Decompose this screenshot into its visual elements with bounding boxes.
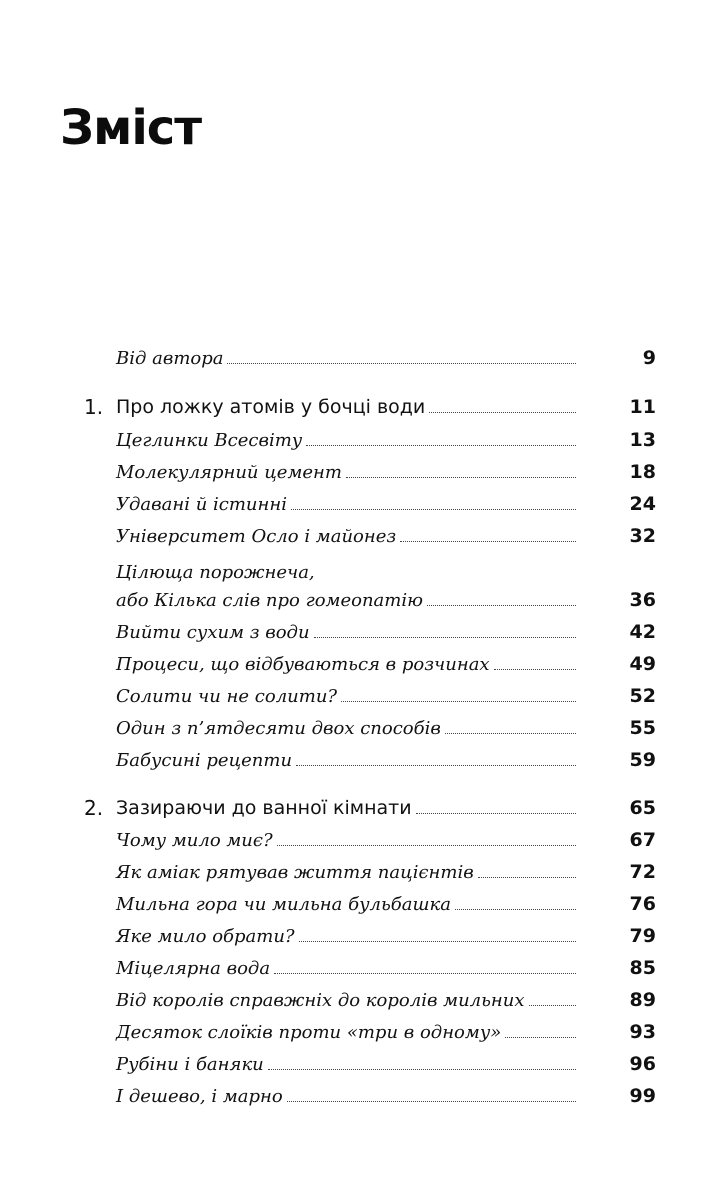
page-number: 72 xyxy=(629,861,656,883)
entry-line xyxy=(116,720,576,738)
toc-section xyxy=(0,946,712,978)
entry-line xyxy=(116,1056,576,1074)
dot-leader xyxy=(455,909,576,910)
entry-title xyxy=(116,799,576,818)
entry-line xyxy=(116,992,576,1010)
entry-text: Удавані й істинні xyxy=(116,494,287,515)
entry-title xyxy=(116,398,576,417)
page-number: 99 xyxy=(629,1085,656,1107)
entry-title xyxy=(116,752,576,770)
entry-title xyxy=(116,992,576,1010)
entry-text: Від королів справжніх до королів мильних xyxy=(116,990,525,1011)
entry-text: Бабусині рецепти xyxy=(116,750,293,771)
dot-leader xyxy=(494,669,576,670)
page-number: 96 xyxy=(629,1053,656,1075)
page-number: 42 xyxy=(629,621,656,643)
entry-line xyxy=(116,564,576,582)
entry-line xyxy=(116,464,576,482)
toc-section xyxy=(0,674,712,706)
page-number: 65 xyxy=(629,797,656,819)
dot-leader xyxy=(227,363,576,364)
entry-line xyxy=(116,928,576,946)
dot-leader xyxy=(445,733,576,734)
dot-leader xyxy=(346,477,576,478)
toc-section xyxy=(0,1010,712,1042)
toc-section xyxy=(0,1042,712,1074)
dot-leader xyxy=(478,877,576,878)
entry-line xyxy=(116,799,576,818)
page-number: 13 xyxy=(629,429,656,451)
toc-section xyxy=(0,1074,712,1106)
entry-text: Цеглинки Всесвіту xyxy=(116,430,303,451)
dot-leader xyxy=(314,637,576,638)
toc-section xyxy=(0,482,712,514)
entry-line xyxy=(116,896,576,914)
page-number: 79 xyxy=(629,925,656,947)
toc-section xyxy=(0,642,712,674)
dot-leader xyxy=(505,1037,576,1038)
entry-text: Про ложку атомів у бочці води xyxy=(116,396,426,418)
entry-text: Яке мило обрати? xyxy=(116,926,295,947)
dot-leader xyxy=(299,941,576,942)
entry-title xyxy=(116,432,576,450)
entry-text: Солити чи не солити? xyxy=(116,686,338,707)
entry-title xyxy=(116,960,576,978)
entry-title xyxy=(116,528,576,546)
toc-section xyxy=(0,514,712,546)
entry-line xyxy=(116,1088,576,1106)
page-number: 18 xyxy=(629,461,656,483)
page-title: Зміст xyxy=(60,100,202,156)
page-number: 93 xyxy=(629,1021,656,1043)
dot-leader xyxy=(400,541,576,542)
toc-section xyxy=(0,450,712,482)
toc-section xyxy=(0,882,712,914)
page-number: 36 xyxy=(629,589,656,611)
entry-text: Рубіни і баняки xyxy=(116,1054,264,1075)
toc-section xyxy=(0,818,712,850)
page-number: 59 xyxy=(629,749,656,771)
entry-text: Десяток слоїків проти «три в одному» xyxy=(116,1022,502,1043)
dot-leader xyxy=(529,1005,576,1006)
page-number: 9 xyxy=(642,347,656,369)
entry-line xyxy=(116,656,576,674)
toc-section xyxy=(0,706,712,738)
entry-line xyxy=(116,832,576,850)
chapter-number: 2. xyxy=(84,796,104,820)
page-number: 55 xyxy=(629,717,656,739)
dot-leader xyxy=(291,509,576,510)
entry-line xyxy=(116,864,576,882)
entry-title xyxy=(116,496,576,514)
entry-title xyxy=(116,1056,576,1074)
entry-line xyxy=(116,350,576,368)
entry-line xyxy=(116,752,576,770)
page-number: 85 xyxy=(629,957,656,979)
entry-title xyxy=(116,896,576,914)
entry-title xyxy=(116,1024,576,1042)
page-number: 67 xyxy=(629,829,656,851)
entry-text: Чому мило миє? xyxy=(116,830,273,851)
entry-title xyxy=(116,864,576,882)
dot-leader xyxy=(416,813,576,814)
chapter-number: 1. xyxy=(84,395,104,419)
entry-line xyxy=(116,398,576,417)
entry-line xyxy=(116,624,576,642)
toc-section xyxy=(0,738,712,770)
entry-line xyxy=(116,688,576,706)
toc-section xyxy=(0,914,712,946)
dot-leader xyxy=(268,1069,576,1070)
toc-section xyxy=(0,336,712,368)
entry-text: Як аміак рятував життя пацієнтів xyxy=(116,862,474,883)
entry-text: або Кілька слів про гомеопатію xyxy=(116,590,423,611)
entry-line xyxy=(116,528,576,546)
page-number: 11 xyxy=(629,396,656,418)
entry-text: Процеси, що відбуваються в розчинах xyxy=(116,654,490,675)
toc-chapter xyxy=(0,786,712,818)
entry-title xyxy=(116,464,576,482)
entry-line xyxy=(116,432,576,450)
dot-leader xyxy=(427,605,576,606)
entry-text: Від автора xyxy=(116,348,224,369)
entry-title xyxy=(116,350,576,368)
entry-text: Зазираючи до ванної кімнати xyxy=(116,797,412,819)
entry-line xyxy=(116,960,576,978)
entry-text: Молекулярний цемент xyxy=(116,462,342,483)
entry-title xyxy=(116,624,576,642)
entry-text: І дешево, і марно xyxy=(116,1086,283,1107)
entry-text: Вийти сухим з води xyxy=(116,622,310,643)
page-number: 89 xyxy=(629,989,656,1011)
entry-title xyxy=(116,564,576,610)
dot-leader xyxy=(296,765,576,766)
entry-title xyxy=(116,832,576,850)
entry-title xyxy=(116,688,576,706)
dot-leader xyxy=(274,973,576,974)
entry-title xyxy=(116,928,576,946)
toc-section xyxy=(0,978,712,1010)
entry-title xyxy=(116,1088,576,1106)
entry-title xyxy=(116,720,576,738)
toc-section xyxy=(0,418,712,450)
toc-chapter xyxy=(0,385,712,417)
page-number: 32 xyxy=(629,525,656,547)
dot-leader xyxy=(306,445,576,446)
toc-section xyxy=(0,562,712,611)
entry-text: Міцелярна вода xyxy=(116,958,271,979)
entry-line xyxy=(116,1024,576,1042)
entry-text: Цілюща порожнеча, xyxy=(116,562,315,583)
page-number: 49 xyxy=(629,653,656,675)
entry-text: Мильна гора чи мильна бульбашка xyxy=(116,894,452,915)
toc-section xyxy=(0,610,712,642)
page-number: 24 xyxy=(629,493,656,515)
page-number: 52 xyxy=(629,685,656,707)
dot-leader xyxy=(341,701,576,702)
entry-line xyxy=(116,496,576,514)
entry-text: Університет Осло і майонез xyxy=(116,526,397,547)
toc-section xyxy=(0,850,712,882)
entry-title xyxy=(116,656,576,674)
entry-text: Один з п’ятдесяти двох способів xyxy=(116,718,441,739)
dot-leader xyxy=(287,1101,576,1102)
page-number: 76 xyxy=(629,893,656,915)
dot-leader xyxy=(429,412,576,413)
entry-line xyxy=(116,592,576,610)
dot-leader xyxy=(277,845,576,846)
